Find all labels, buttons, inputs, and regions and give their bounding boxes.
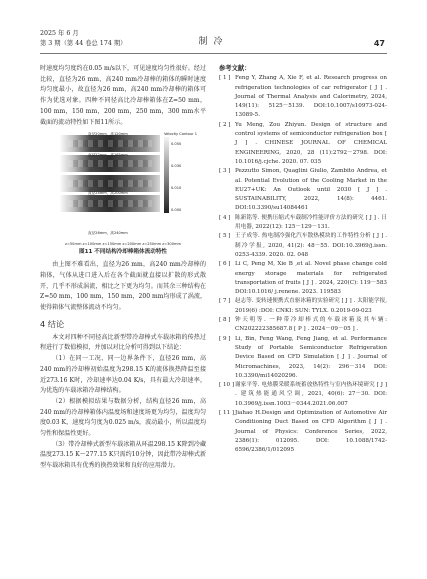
reference-item [219, 232, 387, 260]
reference-text: 谢家平等. 电热膜采暖系统蓄放热特性与室内热环境研究 [ J ] . 建筑热能通风空调, 2021, 40(6): 27－30. DOI: 10.3969/j.issn.1003－0344.2021.06.007 [235, 382, 387, 407]
reference-number: [ 9 ] [219, 335, 231, 342]
reference-number: [ 5 ] [219, 233, 231, 240]
colorbar [164, 137, 169, 213]
issue-date: 2025 年 6 月 [40, 30, 79, 37]
row-label-d22: 直径22mm，高165mm [88, 153, 128, 158]
figure-11 [40, 132, 206, 260]
paragraph-velocity-uniformity: 时速度均匀度约在0.05 m/s以下，可见速度均匀性很好。经过比较，直径为26 mm，高240 mm冷却棒的箱体的瞬时速度均匀度最小，故直径为26 mm，高240 mm冷却棒的箱体可作为优选对象。四种不同径高比冷却棒箱体在Z=50 mm，100 mm，150 mm，200 mm，250 mm，300 mm水平截面的流动特性如下图11所示。 [40, 65, 206, 126]
reference-item [219, 121, 387, 167]
reference-list [219, 74, 387, 455]
row-label-d26: 直径26mm，高240mm [88, 231, 128, 236]
reference-item [219, 214, 387, 233]
reference-number: [ 8 ] [219, 317, 231, 324]
reference-item [219, 260, 387, 297]
reference-number: [ 7 ] [219, 298, 231, 305]
figure-caption: 图11 不同结构冷却棒箱体流动特性 [78, 249, 168, 256]
velocity-contour-panels [60, 135, 160, 240]
reference-text: 赵志等. 变转速便携式直驱冰箱的实验研究 [ J ] . 太阳能学报, 2019(6) :DOI: CNKI: SUN: TYLX. 0.2019-09-023 [235, 298, 387, 314]
issue-number: 第 3 期（第 44 卷总 174 期） [40, 40, 127, 47]
reference-number: [ 2 ] [219, 121, 231, 128]
reference-text: 钟天明等. 一种带冷却棒式的车载冰箱及其车辆: CN202222385687.8 [ P ] . 2024－09－05 ] . [235, 317, 387, 333]
reference-item [219, 409, 387, 455]
reference-text: Li C, Peng M, Xie B ,et al. Novel phase change cold energy storage materials for refrigerated transportation of fruits [ J ] . 2024, 220(C): 119－583 DOI:10.1016/ j.renene. 2023. 119583 [235, 261, 387, 296]
reference-item [219, 381, 387, 409]
reference-item [219, 335, 387, 381]
reference-number: [ 1 ] [219, 75, 231, 82]
colorbar-tick-1: 0.050 [171, 142, 182, 147]
references-heading: 参考文献： [219, 65, 251, 72]
paragraph-conclusion-intro: 本文对四种不同径高比新型带冷却棒式车载冰箱的传热过程进行了数值模拟，并加以对比分析可得到以下结论： [40, 333, 206, 352]
contour-row-d24 [60, 175, 160, 192]
colorbar-title: Velocity Contour 1 [164, 132, 198, 137]
reference-text: Li, Bin, Feng Wang, Feng Jiang, et al. Performance Study of Portable Semiconductor Refrigeration Device Based on CFD Simulation [ J ] . Journal of Micromachines, 2023, 14(2): 296－314 DOI: 10.3390/mi14020296. [235, 335, 387, 379]
references-column [219, 64, 387, 455]
reference-item [219, 316, 387, 335]
reference-item [219, 74, 387, 120]
conclusion-item-2: （2）根据模拟结果与数据分析，结构直径26 mm，高240 mm的冷却棒箱体内温度场和速度场更为均匀，温度均匀度0.03 K，速度均匀度为0.025 m/s，波动最小，所以温度均匀性和保温性更好。 [40, 397, 206, 438]
contour-row-d22 [60, 155, 160, 172]
reference-item [219, 167, 387, 213]
reference-text: Pezzutto Simon, Quaglini Giulio, Zambito Andrea, et al. Potential Evolution of the Cooling Market in the EU27+UK: An Outlook until 2030 [ J ] . SUSTAINABILITY, 2022, 14(8): 4461. DOI:10.3390/su14084461 [235, 168, 387, 212]
reference-text: Yu Meng, Zou Zhiyun. Design of structure and control systems of semiconductor refrigeration box [ J ] . CHINESE JOURNAL OF CHEMICAL ENGINEERING, 2020, 28 (11):2792－2798. DOI: 10.1016/j.cjche. 2020. 07. 035 [235, 121, 387, 165]
contour-row-d20 [60, 135, 160, 152]
colorbar-tick-4: 0.000 [171, 208, 182, 213]
running-header [0, 30, 427, 60]
journal-name: 制冷 [198, 37, 229, 47]
conclusion-item-1: （1）在同一工况、同一边界条件下，直径26 mm，高240 mm的冷却棒初始温度为298.15 K的流体换热降温至接近273.16 K时，冷却速率达0.04 K/s，具有最大冷却速率，为优选的车载冰箱冷却棒结构。 [40, 355, 206, 395]
figure-axis-labels: z=50mm z=100mm z=150mm z=200mm z=250mm z=300mm [65, 242, 181, 247]
reference-number: [ 10 ] [219, 382, 235, 389]
contour-row-d26 [60, 195, 160, 212]
left-column [40, 64, 206, 472]
header-rule [40, 53, 387, 54]
reference-text: Feng Y, Zhang A, Xie F, et al. Research progress on refrigeration technologies of car refrigerator [ J ] . Journal of Thermal Analysis and Calorimetry, 2024, 149(11): 5125－5139. DOI:10.1007/s10973-024-13089-5. [235, 75, 387, 119]
row-label-d20: 直径20mm，高120mm [88, 132, 128, 137]
reference-number: [ 4 ] [219, 214, 231, 221]
conclusion-item-3: （3）带冷却棒式新型车载冰箱从环温298.15 K降到冷藏温度273.15 K～277.15 K只需约10分钟，因此带冷却棒式新型车载冰箱具有优秀的换热效果和良好的应用潜力。 [40, 440, 206, 470]
section-title-conclusion: 4 结论 [40, 318, 65, 329]
paragraph-figure-discussion: 由上图不难看出，直径为26 mm，高240 mm冷却棒的箱体，气体从进口进入后在各个截面就直接以扩散的形式散开，几乎不形成涡流，相比之下更为均匀。而其余三种结构在Z=50 mm，100 mm，150 mm，200 mm均形成了涡流，使得箱体气流整体流动不均匀。 [40, 261, 206, 312]
reference-text: 王子成等. 热电制冷强化汽车散热模块的工作特性分析 [ J ] . 制冷学报, 2020, 41(2): 48－55. DOI:10.3969/j.issn. 0253-4339. 2020. 02. 048 [235, 233, 387, 258]
reference-number: [ 6 ] [219, 261, 231, 268]
reference-text: Jiahao H.Design and Optimization of Automotive Air Conditioning Duct Based on CFD Algorithm [ J ] . Journal of Physics: Conference Series, 2022, 2386(1): 012095. DOI: 10.1088/1742-6596/2386/1/012095 [235, 409, 387, 454]
reference-text: 陈新铭等. 便携压缩式车载制冷性能评价方法的研究 [ J ] . 日用电器, 2022(12): 125－129－131. [235, 214, 387, 231]
reference-item [219, 297, 387, 316]
colorbar-tick-3: 0.010 [171, 186, 182, 191]
page-number: 47 [373, 39, 385, 48]
reference-number: [ 11 ] [219, 409, 235, 416]
colorbar-tick-2: 0.030 [171, 164, 182, 169]
row-label-d24: 直径24mm，高200mm [88, 191, 128, 196]
reference-number: [ 3 ] [219, 168, 231, 175]
